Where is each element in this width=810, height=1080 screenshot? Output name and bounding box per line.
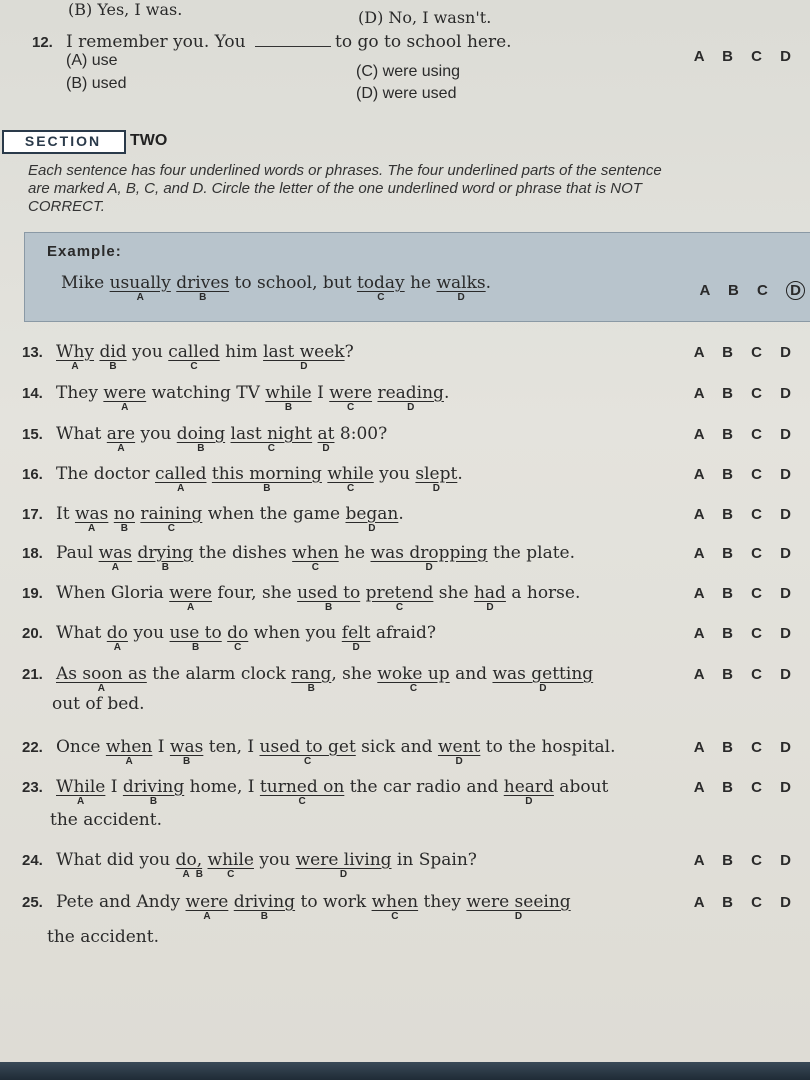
underlined-part-d <box>317 424 335 454</box>
underlined-part-b <box>169 623 222 653</box>
answer-letters[interactable]: A B C D <box>693 385 798 402</box>
underlined-part-d <box>345 504 399 534</box>
underlined-text: reading <box>377 383 444 403</box>
sentence-text: What <box>56 623 107 643</box>
underlined-text: doing <box>176 424 226 444</box>
answer-letters[interactable]: A B C D <box>693 894 798 911</box>
sentence-text: They <box>56 383 104 403</box>
q12-option-b: (B) used <box>66 75 127 92</box>
underlined-part-b <box>265 383 312 413</box>
underlined-part-d <box>341 623 371 653</box>
example-sentence <box>61 273 492 303</box>
sentence-text: ten, I <box>203 737 260 757</box>
part-letter: B <box>195 869 204 880</box>
question-number: 21. <box>22 666 43 683</box>
underlined-part-a <box>56 342 95 372</box>
underlined-text: was <box>98 543 133 563</box>
sentence-text: when the game <box>202 504 346 524</box>
underlined-text: when <box>371 892 419 912</box>
underlined-text: pretend <box>365 583 434 603</box>
sentence-text: What <box>56 424 107 444</box>
underlined-text: at <box>317 424 335 444</box>
question-20 <box>22 623 436 653</box>
question-number: 24. <box>22 852 43 869</box>
section-badge <box>2 130 126 154</box>
part-letter: C <box>267 443 275 454</box>
part-letter: D <box>322 443 330 454</box>
q12-option-c: (C) were using <box>356 63 461 80</box>
part-letter: B <box>325 602 333 613</box>
part-letter: D <box>539 683 547 694</box>
underlined-text: while <box>207 850 254 870</box>
underlined-text: driving <box>122 777 185 797</box>
question-number: 14. <box>22 385 43 402</box>
part-letter: B <box>109 361 117 372</box>
underlined-text: were living <box>295 850 392 870</box>
underlined-part-a <box>103 383 147 413</box>
part-letter: C <box>304 756 312 767</box>
underlined-part-a <box>155 464 207 494</box>
q12-option-a: (A) use <box>66 52 118 69</box>
question-number: 20. <box>22 625 43 642</box>
question-19 <box>22 583 581 613</box>
underlined-text: last week <box>263 342 345 362</box>
sentence-text: the plate. <box>487 543 576 563</box>
underlined-text: use to <box>169 623 222 643</box>
underlined-part-b <box>291 664 332 694</box>
sentence-text: Pete and Andy <box>56 892 186 912</box>
part-letter: A <box>121 402 129 413</box>
underlined-part-c <box>168 342 220 372</box>
underlined-text: was <box>74 504 109 524</box>
q12-option-d: (D) were used <box>356 85 457 102</box>
answer-letters[interactable]: A B C D <box>693 506 798 523</box>
part-letter: D <box>407 402 415 413</box>
sentence-text: you <box>253 850 296 870</box>
part-letter: C <box>377 292 385 303</box>
question-14 <box>22 383 450 413</box>
sentence-text: afraid? <box>370 623 436 643</box>
underlined-part-c <box>230 424 313 454</box>
question-number: 15. <box>22 426 43 443</box>
sentence-text: the car radio and <box>344 777 504 797</box>
sentence-text: The doctor <box>56 464 155 484</box>
sentence-text: a horse. <box>505 583 581 603</box>
underlined-text: were <box>169 583 213 603</box>
underlined-text: when <box>105 737 153 757</box>
part-letter: D <box>455 756 463 767</box>
question-continuation: the accident. <box>47 927 159 947</box>
sentence-text: Paul <box>56 543 99 563</box>
underlined-part-d <box>466 892 571 922</box>
underlined-part-d <box>492 664 594 694</box>
underlined-text: , <box>196 850 203 870</box>
underlined-text: do <box>106 623 128 643</box>
question-18 <box>22 543 576 573</box>
sentence-text: . <box>457 464 463 484</box>
question-number: 12. <box>32 34 53 51</box>
example-underlined-a <box>109 273 171 303</box>
example-underlined-d <box>436 273 486 303</box>
underlined-text: As soon as <box>56 664 147 684</box>
part-letter: A <box>71 361 79 372</box>
sentence-text: the dishes <box>193 543 293 563</box>
underlined-part-d <box>437 737 481 767</box>
underlined-text: do <box>227 623 249 643</box>
question-number: 16. <box>22 466 43 483</box>
underlined-part-c <box>292 543 339 573</box>
part-letter: B <box>149 796 158 807</box>
sentence-text: I <box>105 777 123 797</box>
part-letter: A <box>88 523 96 534</box>
question-15 <box>22 424 388 454</box>
underlined-part-d <box>295 850 392 880</box>
answer-letters[interactable]: A B C D <box>693 585 798 602</box>
underlined-text: were <box>103 383 147 403</box>
underlined-part-a <box>56 664 147 694</box>
underlined-part-c <box>227 623 249 653</box>
part-letter: A <box>125 756 133 767</box>
underlined-text: drives <box>176 273 230 293</box>
part-letter: D <box>339 869 348 880</box>
sentence-text: him <box>219 342 264 362</box>
underlined-text: used to get <box>259 737 356 757</box>
part-letter: D <box>300 361 308 372</box>
sentence-text: he <box>338 543 371 563</box>
underlined-text: went <box>437 737 481 757</box>
part-letter: C <box>391 911 399 922</box>
underlined-text: slept <box>415 464 458 484</box>
part-letter: D <box>352 642 360 653</box>
part-letter: B <box>120 523 128 534</box>
question-number: 22. <box>22 739 43 756</box>
underlined-text: today <box>356 273 405 293</box>
part-letter: B <box>307 683 315 694</box>
part-letter: A <box>177 483 185 494</box>
underlined-part-c <box>259 737 356 767</box>
sentence-text: about <box>553 777 609 797</box>
answer-letters[interactable]: A B C D <box>693 666 798 683</box>
underlined-text: raining <box>140 504 203 524</box>
answer-letters[interactable]: A B C D <box>693 344 798 361</box>
part-letter: B <box>284 402 293 413</box>
sentence-text: they <box>418 892 467 912</box>
part-letter: B <box>183 756 191 767</box>
question-continuation: out of bed. <box>52 694 145 714</box>
example-letters: A B C <box>699 282 775 299</box>
question-24 <box>22 850 477 880</box>
question-17 <box>22 504 404 534</box>
sentence-text: to work <box>295 892 372 912</box>
underlined-text: are <box>106 424 136 444</box>
underlined-part-b <box>211 464 322 494</box>
underlined-text: was getting <box>492 664 594 684</box>
part-letter: C <box>234 642 242 653</box>
underlined-part-b <box>233 892 296 922</box>
underlined-part-c <box>259 777 345 807</box>
underlined-part-c <box>329 383 373 413</box>
part-letter: D <box>432 483 440 494</box>
underlined-part-c <box>140 504 203 534</box>
underlined-text: while <box>265 383 312 403</box>
answer-blank <box>255 46 331 47</box>
underlined-text: rang <box>291 664 332 684</box>
underlined-text: heard <box>503 777 554 797</box>
sentence-text: and <box>449 664 493 684</box>
underlined-part-b <box>169 737 204 767</box>
underlined-text: drying <box>137 543 194 563</box>
example-text: Mike <box>61 273 110 293</box>
part-letter: C <box>190 361 198 372</box>
underlined-part-c <box>377 664 450 694</box>
underlined-text: do <box>175 850 197 870</box>
part-letter: C <box>167 523 175 534</box>
part-letter: C <box>311 562 320 573</box>
sentence-text: sick and <box>355 737 438 757</box>
underlined-part-c <box>365 583 434 613</box>
underlined-part-d <box>370 543 488 573</box>
underlined-part-d <box>415 464 458 494</box>
underlined-part-d <box>473 583 506 613</box>
underlined-text: while <box>327 464 374 484</box>
underlined-text: were seeing <box>466 892 571 912</box>
answer-letters[interactable]: A B C D <box>693 426 798 443</box>
prev-option-d: (D) No, I wasn't. <box>358 8 492 27</box>
part-letter: B <box>260 911 269 922</box>
answer-letters[interactable]: A B C D <box>693 466 798 483</box>
underlined-part-b <box>176 424 226 454</box>
underlined-text: had <box>473 583 506 603</box>
question-number: 23. <box>22 779 43 796</box>
q12-answer-letters[interactable]: A B C D <box>693 48 798 65</box>
underlined-part-b <box>122 777 185 807</box>
example-label: Example: <box>47 243 122 260</box>
answer-letters[interactable]: A B C D <box>693 545 798 562</box>
underlined-text: were <box>185 892 229 912</box>
sentence-text: I <box>152 737 170 757</box>
underlined-text: driving <box>233 892 296 912</box>
part-letter: A <box>111 562 119 573</box>
part-letter: A <box>113 642 121 653</box>
part-letter: A <box>97 683 106 694</box>
sentence-text: I <box>311 383 330 403</box>
sentence-text: watching TV <box>146 383 266 403</box>
underlined-text: felt <box>341 623 371 643</box>
example-underlined-c <box>356 273 405 303</box>
sentence-text: , she <box>331 664 378 684</box>
part-letter: A <box>186 602 195 613</box>
question-21 <box>22 664 594 694</box>
part-letter: A <box>117 443 125 454</box>
answer-letters[interactable]: A B C D <box>693 625 798 642</box>
underlined-part-a <box>98 543 133 573</box>
example-text: to school, but <box>229 273 357 293</box>
underlined-text: walks <box>436 273 486 293</box>
sentence-text: to the hospital. <box>480 737 616 757</box>
part-letter: B <box>263 483 271 494</box>
part-letter: B <box>161 562 169 573</box>
underlined-text: turned on <box>259 777 345 797</box>
underlined-part-a <box>185 892 229 922</box>
question-number: 17. <box>22 506 43 523</box>
underlined-text: Why <box>56 342 95 362</box>
part-letter: D <box>514 911 523 922</box>
example-text: . <box>485 273 492 293</box>
underlined-part-c <box>207 850 254 880</box>
section-title: TWO <box>130 132 168 149</box>
question-number: 13. <box>22 344 43 361</box>
underlined-text: called <box>155 464 207 484</box>
underlined-text: called <box>168 342 220 362</box>
underlined-part-a <box>169 583 213 613</box>
underlined-text: no <box>113 504 135 524</box>
question-16 <box>22 464 463 494</box>
part-letter: A <box>182 869 190 880</box>
underlined-text: were <box>329 383 373 403</box>
question-number: 25. <box>22 894 43 911</box>
sentence-text: you <box>127 623 170 643</box>
answer-letters[interactable]: A B C D <box>693 852 798 869</box>
sentence-text: . <box>398 504 404 524</box>
part-letter: C <box>409 683 418 694</box>
underlined-text: did <box>99 342 127 362</box>
underlined-text: used to <box>297 583 361 603</box>
part-letter: D <box>457 292 465 303</box>
section-label: SECTION <box>24 133 102 149</box>
sentence-text: It <box>56 504 75 524</box>
part-letter: C <box>227 869 235 880</box>
sentence-text: four, she <box>212 583 298 603</box>
sentence-text: . <box>443 383 450 403</box>
underlined-part-b <box>297 583 361 613</box>
answer-letters[interactable]: A B C D <box>693 779 798 796</box>
underlined-part-a <box>175 850 197 880</box>
sentence-text: she <box>433 583 474 603</box>
prev-option-b: (B) Yes, I was. <box>68 0 183 19</box>
underlined-part-c <box>327 464 374 494</box>
example-box <box>24 232 810 322</box>
question-number: 18. <box>22 545 43 562</box>
question-number: 19. <box>22 585 43 602</box>
example-circled-answer: D <box>786 281 805 300</box>
example-text: he <box>404 273 437 293</box>
underlined-part-a <box>105 737 153 767</box>
part-letter: C <box>298 796 306 807</box>
part-letter: B <box>192 642 200 653</box>
sentence-text: you <box>126 342 169 362</box>
underlined-text: last night <box>230 424 313 444</box>
question-22 <box>22 737 616 767</box>
part-letter: C <box>347 402 355 413</box>
part-letter: A <box>136 292 144 303</box>
part-letter: B <box>199 292 207 303</box>
sentence-text: the alarm clock <box>146 664 292 684</box>
part-letter: D <box>425 562 433 573</box>
sentence-text: when you <box>248 623 342 643</box>
sentence-text: When Gloria <box>56 583 170 603</box>
underlined-text: woke up <box>377 664 450 684</box>
sentence-text: you <box>135 424 177 444</box>
underlined-text: when <box>292 543 339 563</box>
question-13 <box>22 342 354 372</box>
part-letter: D <box>486 602 494 613</box>
sentence-text: What did you <box>56 850 176 870</box>
underlined-text: was <box>169 737 204 757</box>
sentence-text: in Spain? <box>391 850 477 870</box>
table-edge <box>0 1062 810 1080</box>
underlined-text: was dropping <box>370 543 488 563</box>
question-continuation: the accident. <box>50 810 162 830</box>
underlined-part-d <box>377 383 444 413</box>
part-letter: A <box>203 911 211 922</box>
part-letter: D <box>525 796 533 807</box>
part-letter: A <box>77 796 85 807</box>
question-23 <box>22 777 609 807</box>
underlined-part-b <box>113 504 135 534</box>
underlined-part-b <box>195 850 204 880</box>
underlined-part-d <box>503 777 554 807</box>
underlined-text: usually <box>109 273 171 293</box>
question-12 <box>32 32 512 52</box>
part-letter: C <box>395 602 404 613</box>
question-25 <box>22 892 571 922</box>
section-instructions: Each sentence has four underlined words or phrases. The four underlined parts of the sentence are marked A, B, C, and D. Circle the letter of the one underlined word or phrase that is NOT CORRECT. <box>28 162 662 215</box>
underlined-text: this morning <box>211 464 322 484</box>
underlined-part-b <box>99 342 127 372</box>
answer-letters[interactable]: A B C D <box>693 739 798 756</box>
underlined-part-b <box>137 543 194 573</box>
part-letter: D <box>368 523 376 534</box>
sentence-text: home, I <box>184 777 260 797</box>
underlined-part-a <box>74 504 109 534</box>
underlined-text: While <box>56 777 106 797</box>
sentence-text: ? <box>344 342 354 362</box>
underlined-part-a <box>106 424 136 454</box>
underlined-part-d <box>263 342 345 372</box>
example-answer-letters <box>700 281 805 300</box>
underlined-part-a <box>106 623 128 653</box>
sentence-text: 8:00? <box>334 424 388 444</box>
underlined-part-c <box>371 892 419 922</box>
question-12-text-a: I remember you. You <box>66 32 246 52</box>
part-letter: C <box>346 483 355 494</box>
sentence-text: Once <box>56 737 106 757</box>
example-underlined-b <box>176 273 230 303</box>
part-letter: B <box>197 443 205 454</box>
sentence-text: you <box>373 464 416 484</box>
underlined-part-a <box>56 777 106 807</box>
underlined-text: began <box>345 504 399 524</box>
question-12-text-b: to go to school here. <box>335 32 512 52</box>
